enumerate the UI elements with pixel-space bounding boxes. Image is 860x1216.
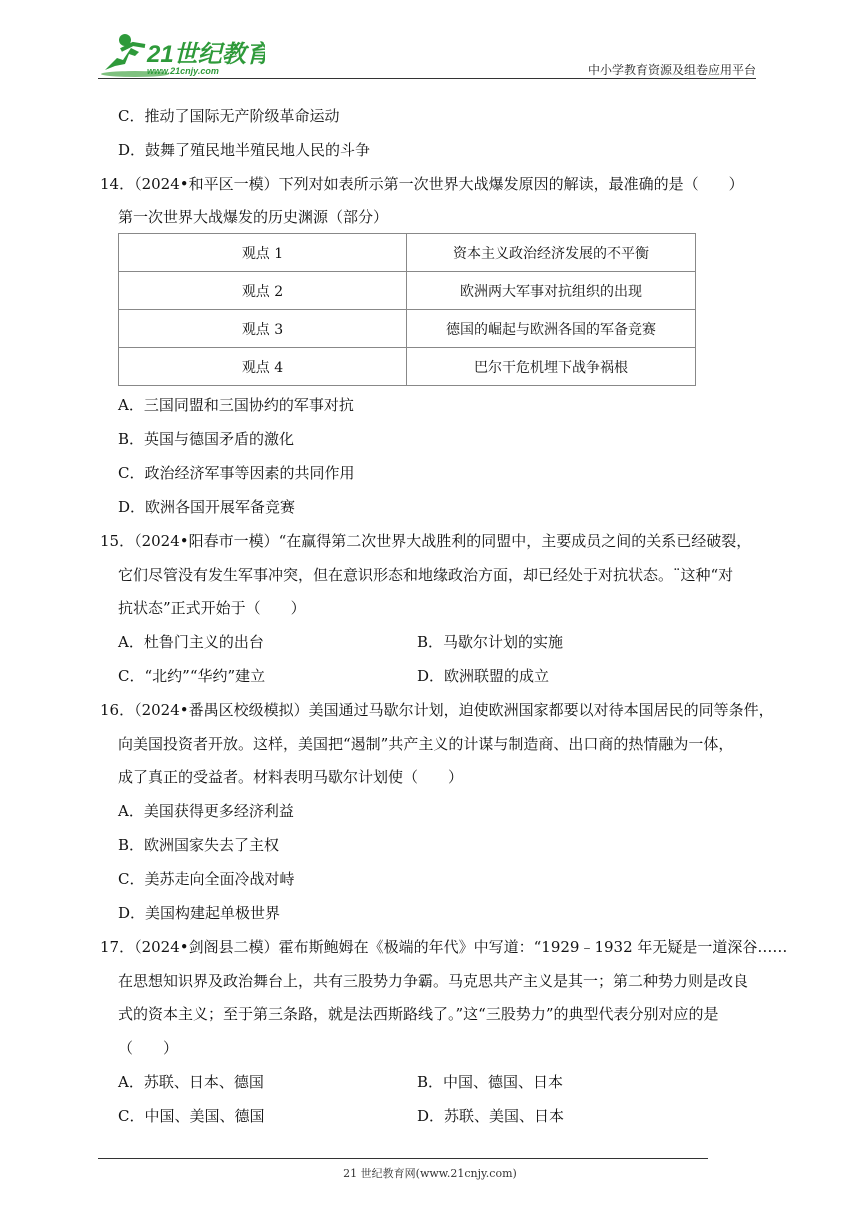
q17-option-b: B．中国、德国、日本 <box>417 1073 564 1091</box>
q16-option-a: A．美国获得更多经济利益 <box>118 802 294 820</box>
q13-option-d: D．鼓舞了殖民地半殖民地人民的斗争 <box>118 141 371 159</box>
q16-stem-line1: 16．（2024•番禺区校级模拟）美国通过马歇尔计划，迫使欧洲国家都要以对待本国居民的同等条件， <box>100 701 774 719</box>
q14-table <box>118 233 696 386</box>
header-divider <box>98 78 756 79</box>
logo-text: 21世纪教育 <box>147 41 265 68</box>
table-row <box>119 234 696 272</box>
table-row <box>119 272 696 310</box>
q17-stem-line4: （ ） <box>118 1039 179 1057</box>
q16-stem-line3: 成了真正的受益者。材料表明马歇尔计划使（ ） <box>118 768 464 786</box>
table-row <box>119 348 696 386</box>
q14-table-caption: 第一次世界大战爆发的历史渊源（部分） <box>118 208 389 226</box>
q15-stem-line3: 抗状态”正式开始于（ ） <box>118 599 306 617</box>
q17-stem-line3: 式的资本主义；至于第三条路，就是法西斯路线了。”这“三股势力”的典型代表分别对应的是 <box>118 1005 719 1023</box>
q14-option-c: C．政治经济军事等因素的共同作用 <box>118 464 355 482</box>
q17-option-a: A．苏联、日本、德国 <box>118 1073 264 1091</box>
q15-option-b: B．马歇尔计划的实施 <box>417 633 564 651</box>
q17-stem-line1: 17．（2024•剑阁县二模）霍布斯鲍姆在《极端的年代》中写道：“1929﹣1932 年无疑是一道深谷…… <box>100 938 788 956</box>
site-logo <box>95 30 265 80</box>
q13-option-c: C．推动了国际无产阶级革命运动 <box>118 107 340 125</box>
q15-option-d: D．欧洲联盟的成立 <box>417 667 550 685</box>
q15-stem-line1: 15．（2024•阳春市一模）“在赢得第二次世界大战胜利的同盟中，主要成员之间的关系已经破裂， <box>100 532 752 550</box>
q14-stem: 14．（2024•和平区一模）下列对如表所示第一次世界大战爆发原因的解读，最准确的是（ ） <box>100 175 744 193</box>
table-cell: 资本主义政治经济发展的不平衡 <box>407 234 696 272</box>
q16-option-c: C．美苏走向全面冷战对峙 <box>118 870 295 888</box>
q16-stem-line2: 向美国投资者开放。这样，美国把“遏制”共产主义的计谋与制造商、出口商的热情融为一体， <box>118 735 734 753</box>
table-row <box>119 310 696 348</box>
runner-logo-icon <box>95 30 265 80</box>
q15-option-c: C．“北约”“华约”建立 <box>118 667 266 685</box>
footer-divider <box>98 1158 708 1159</box>
table-cell: 德国的崛起与欧洲各国的军备竞赛 <box>407 310 696 348</box>
q15-option-a: A．杜鲁门主义的出台 <box>118 633 264 651</box>
q14-option-a: A．三国同盟和三国协约的军事对抗 <box>118 396 354 414</box>
table-cell: 欧洲两大军事对抗组织的出现 <box>407 272 696 310</box>
q17-stem-line2: 在思想知识界及政治舞台上，共有三股势力争霸。马克思共产主义是其一；第二种势力则是改良 <box>118 972 749 990</box>
table-cell: 巴尔干危机埋下战争祸根 <box>407 348 696 386</box>
table-cell: 观点 1 <box>119 234 407 272</box>
q17-option-d: D．苏联、美国、日本 <box>417 1107 565 1125</box>
q16-option-b: B．欧洲国家失去了主权 <box>118 836 280 854</box>
logo-url: www.21cnjy.com <box>147 66 219 76</box>
q14-option-d: D．欧洲各国开展军备竞赛 <box>118 498 296 516</box>
q14-option-b: B．英国与德国矛盾的激化 <box>118 430 295 448</box>
table-cell: 观点 4 <box>119 348 407 386</box>
footer-text: 21 世纪教育网(www.21cnjy.com) <box>343 1167 517 1180</box>
q15-stem-line2: 它们尽管没有发生军事冲突，但在意识形态和地缘政治方面，却已经处于对抗状态。¨这种“对 <box>118 566 734 584</box>
q16-option-d: D．美国构建起单极世界 <box>118 904 281 922</box>
table-cell: 观点 2 <box>119 272 407 310</box>
q17-option-c: C．中国、美国、德国 <box>118 1107 265 1125</box>
header-platform-text: 中小学教育资源及组卷应用平台 <box>587 63 756 77</box>
table-cell: 观点 3 <box>119 310 407 348</box>
